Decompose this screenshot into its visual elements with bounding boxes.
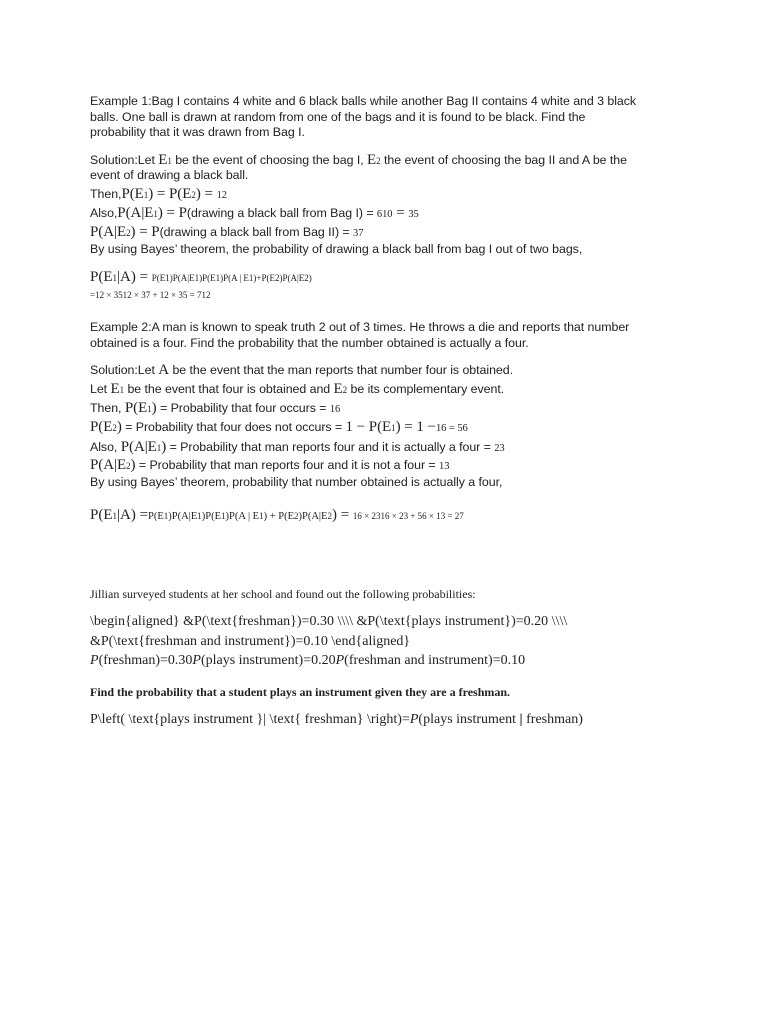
jillian-latex-line1: \begin{aligned} &P(\text{freshman})=0.30 \\\\ &P(\text{plays instrument})=0.20 \\\\: [90, 614, 568, 629]
example2-let-line: Let E1 be the event that four is obtained and E2 be its complementary event.: [90, 381, 505, 397]
example1-problem-line2: balls. One ball is drawn at random from one of the bags and it is found to be black. Find the: [90, 110, 586, 124]
example2-then-line: Then, P(E1) = Probability that four occurs = 16: [90, 400, 341, 416]
example2-problem-line1: Example 2:A man is known to speak truth 2 out of 3 times. He throws a die and reports that number: [90, 320, 630, 334]
example2-pae2-line: P(A|E2) = Probability that man reports four and it is not a four = 13: [90, 457, 450, 473]
example2-solution-line: Solution:Let A be the event that the man reports that number four is obtained.: [90, 362, 513, 378]
jillian-latex-line2: &P(\text{freshman and instrument})=0.10 \end{aligned}: [90, 634, 411, 649]
jillian-question: Find the probability that a student plays an instrument given they are a freshman.: [90, 685, 511, 699]
jillian-answer: P\left( \text{plays instrument }| \text{ freshman} \right)=P(plays instrument | freshman): [90, 712, 583, 727]
example1-bayes-line: By using Bayes’ theorem, the probability of drawing a black ball from bag I out of two bags,: [90, 242, 583, 256]
example1-then-line: Then,P(E1) = P(E2) = 12: [90, 186, 227, 202]
example2-pe2-line: P(E2) = Probability that four does not occurs = 1 − P(E1) = 1 −16 = 56: [90, 419, 468, 435]
example2-formula: P(E1|A) =P(E1)P(A|E1)P(E1)P(A | E1) + P(E2)P(A|E2) = 16 × 2316 × 23 + 56 × 13 = 27: [90, 507, 464, 523]
example1-solution-line2: event of drawing a black ball.: [90, 168, 249, 182]
example1-problem-line3: probability that it was drawn from Bag I.: [90, 125, 305, 139]
example2-problem-line2: obtained is a four. Find the probability that the number obtained is actually a four.: [90, 336, 529, 350]
example1-also-line: Also,P(A|E1) = P(drawing a black ball from Bag I) = 610 = 35: [90, 205, 419, 221]
example1-solution-line1: Solution:Let E1 be the event of choosing the bag I, E2 the event of choosing the bag II and A be the: [90, 152, 627, 168]
jillian-plain-probabilities: P(freshman)=0.30P(plays instrument)=0.20P(freshman and instrument)=0.10: [90, 653, 526, 668]
example1-problem-line1: Example 1:Bag I contains 4 white and 6 black balls while another Bag II contains 4 white and 3 black: [90, 94, 637, 108]
example2-bayes-line: By using Bayes’ theorem, probability that number obtained is actually a four,: [90, 475, 503, 489]
example1-formula: P(E1|A) = P(E1)P(A|E1)P(E1)P(A | E1)+P(E2)P(A|E2): [90, 269, 312, 285]
jillian-intro: Jillian surveyed students at her school and found out the following probabilities:: [90, 587, 476, 601]
example2-also-line: Also, P(A|E1) = Probability that man reports four and it is actually a four = 23: [90, 439, 505, 455]
example1-result: =12 × 3512 × 37 + 12 × 35 = 712: [90, 290, 211, 300]
example1-pae2-line: P(A|E2) = P(drawing a black ball from Bag II) = 37: [90, 224, 364, 240]
